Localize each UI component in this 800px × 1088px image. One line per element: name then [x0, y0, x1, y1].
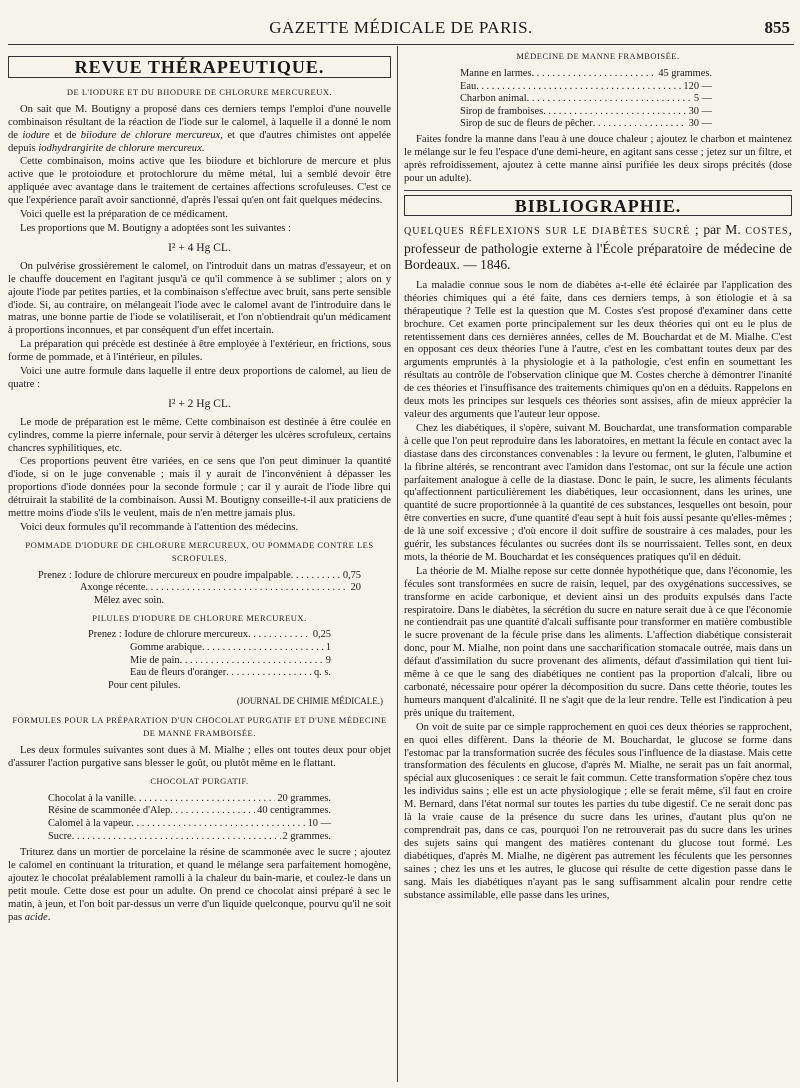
- book-review-heading: QUELQUES RÉFLEXIONS SUR LE DIABÈTES SUCRÉ ; par M. COSTES, professeur de pathologie externe à l'École préparatoire de médecine de Bordeaux. — 1846.: [404, 222, 792, 273]
- paragraph: On sait que M. Boutigny a proposé dans ces derniers temps l'emploi d'une nouvelle combinaison résultant de la réaction de l'iode sur le calomel, à laquelle il a donné le nom de iodure et de biiodure de chlorure mercureux, et que d'autres chimistes ont appelée depuis iodhydrargirite de chlorure mercureux.: [8, 103, 391, 154]
- paragraph: On pulvérise grossièrement le calomel, on l'introduit dans un matras d'essayeur, et on le chauffe doucement en l'agitant jusqu'à ce qu'il commence à se sublimer ; alors on y ajoute l'iode par petites parties, et la combinaison s'effectue avec bruit, sans perte sensible d'iode. Si, au contraire, on mélangeait l'iode avec le calomel avant de l'introduire dans le matras, une bonne partie de l'iode se volatiliserait, et l'on n'obtiendrait qu'un médicament à proportions inconnues, et par conséquent d'un effet incertain.: [8, 260, 391, 337]
- recipe-manne: Manne en larmes . . . 45 grammes. Eau . . . 120 — Charbon animal . . . 5 — Sirop de framboises . . . 30 — Sirop de suc de fleurs de pêcher . . . 30 —: [404, 68, 792, 131]
- paragraph: La préparation qui précède est destinée à être employée à l'extérieur, en frictions, sous forme de pommade, et à l'intérieur, en pilules.: [8, 339, 391, 364]
- paragraph: Faites fondre la manne dans l'eau à une douce chaleur ; ajoutez le charbon et maintenez le mélange sur le feu l'espace d'une demi-heure, en agitant sans cesse ; jetez sur un filtre, et après refroidissement, ajoutez à cette manne ainsi purifiée les deux sirops précités (dose pour un adulte).: [404, 133, 792, 184]
- recipe-title-pommade: POMMADE D'IODURE DE CHLORURE MERCUREUX, OU POMMADE CONTRE LES SCROFULES.: [25, 539, 374, 563]
- recipe-chocolat: Chocolat à la vanille . . . 20 grammes. Résine de scammonée d'Alep . . . 40 centigrammes. Calomel à la vapeur . . . 10 — Sucre . . . 2 grammes.: [8, 793, 391, 843]
- recipe-title-pilules: PILULES D'IODURE DE CHLORURE MERCUREUX.: [92, 612, 307, 623]
- right-column: [404, 50, 792, 903]
- paragraph: Les proportions que M. Boutigny a adoptées sont les suivantes :: [20, 222, 291, 234]
- section-title-bibliographie: BIBLIOGRAPHIE.: [404, 195, 792, 217]
- source-citation: (JOURNAL DE CHIMIE MÉDICALE.): [236, 696, 383, 707]
- paragraph: Chez les diabétiques, il s'opère, suivant M. Bouchardat, une transformation comparable à celle que l'on peut reproduire dans les laboratoires, en mettant la fécule en contact avec la diastase dans des circonstances convenables : la levure ou ferment, le gluten, l'albumine et la fibrine altérés, se rencontrant avec l'amidon dans l'estomac, ont sur la fécule une action parfaitement analogue à celle de la diastase. Donc le pain, le sucre, les aliments féculants qu'affectionnent particulièrement les diabétiques, leur occasionnent, dans les urines, une quantité de sucre proportionnée à la quantité de ces substances, lesquelles ont besoin, pour être converties en sucre, d'une quantité d'eau sept à huit fois aussi pesante qu'elles-mêmes ; de là une soif excessive ; d'où encore il doit suffire de soustraire à ces malades, pour les guérir, les substances féculantes ou sucrées dont ils se nourrissaient. Telles sont, en deux mots, la théorie de M. Bouchardat et les conséquences pratiques qu'il en déduit.: [404, 422, 792, 563]
- page-number: 855: [764, 18, 790, 37]
- paragraph: Voici quelle est la préparation de ce médicament.: [20, 209, 229, 221]
- recipe-title-chocolat: CHOCOLAT PURGATIF.: [150, 775, 249, 786]
- paragraph: Ces proportions peuvent être variées, en ce sens que l'on peut diminuer la quantité d'iode, si on le juge convenable ; mais il y aurait de l'inconvénient à dépasser les proportions d'iode données pour la seconde formule ; car il y aurait de l'iode libre qui détruirait la stabilité de la combinaison. Aussi M. Boutigny conseille-t-il aux praticiens de mettre moins d'iode s'ils le veulent, mais de n'en mettre jamais plus.: [8, 456, 391, 520]
- recipe-title-manne: MÉDECINE DE MANNE FRAMBOISÉE.: [516, 51, 680, 61]
- paragraph: On voit de suite par ce simple rapprochement en quoi ces deux théories se rapprochent, en quoi elles diffèrent. Dans la théorie de M. Bouchardat, le glucose se forme dans l'estomac par la transformation sucrée des fécules sous l'influence de la diastase. Mais cette transformation des féculents en glucose, d'après M. Mialhe, ne serait pas un fait anormal, spécial aux glucoseniques : ce serait le fait commun. Cette transformation s'opère chez tous les individus sains ; elle est un acte physiologique ; elle se ferait même, s'il faut en croire M. Bernard, dans l'état normal sur toutes les parties du tube digestif. Ce ne serait donc pas là la vraie cause de la présence du sucre dans les urines, d'autant plus qu'on ne comprendrait pas, dans ce cas, pourquoi l'on ne retrouverait pas du sucre dans les urines des sujets sains qui mangent des matières contenant du glucose tout formé. Les diabétiques, d'après M. Mialhe, ne digèrent pas autrement les féculents que les personnes saines ; chez les uns et les autres, le glucose qui résulte de cette digestion passe dans le sang. Mais les diabétiques n'ayant pas le sang suffisamment alcalin pour rendre cette substance assimilable, elle passe dans les urines,: [404, 721, 792, 901]
- header-rule: [8, 44, 794, 45]
- paragraph: Triturez dans un mortier de porcelaine la résine de scammonée avec le sucre ; ajoutez le calomel en continuant la trituration, et quand le mélange sera parfaitement homogène, ajoutez le chocolat préalablement ramolli à la chaleur du bain-marie, et coulez-le dans un petit moule. Cette dose est pour un adulte. On prend ce chocolat ainsi préparé à sec le matin, à jeun, et l'on boit par-dessus un verre d'un liquide quelconque, pourvu qu'il ne soit pas acide.: [8, 847, 391, 923]
- recipe-title-formules: FORMULES POUR LA PRÉPARATION D'UN CHOCOLAT PURGATIF ET D'UNE MÉDECINE DE MANNE FRAMBOISÉE.: [12, 715, 387, 739]
- column-divider: [397, 46, 398, 1082]
- paragraph: Cette combinaison, moins active que les biiodure et bichlorure de mercure et plus active que le protoiodure et protochlorure du même métal, lui a semblé devoir être appliquée avec avantage dans le traitement de certaines affections scrofuleuses. C'est ce que l'expérience paraît avoir sanctionné, d'après l'essai qu'en ont fait quelques médecins.: [8, 156, 391, 207]
- section-title-revue: REVUE THÉRAPEUTIQUE.: [8, 56, 391, 78]
- chemical-formula: I² + 2 Hg CL.: [168, 397, 231, 410]
- article-subtitle: DE L'IODURE ET DU BIIODURE DE CHLORURE MERCUREUX.: [66, 86, 333, 97]
- paragraph: Voici une autre formule dans laquelle il entre deux proportions de calomel, au lieu de quatre :: [8, 366, 391, 390]
- paragraph: Voici deux formules qu'il recommande à l'attention des médecins.: [20, 522, 299, 533]
- chemical-formula: I² + 4 Hg CL.: [168, 241, 231, 254]
- paragraph: La théorie de M. Mialhe repose sur cette donnée hypothétique que, dans l'économie, les fécules sont transformées en sucre de raisin, lequel, par des oxygénations successives, se transforme en acide carbonique, et devient ainsi un des produits expulsés dans l'acte respiratoire. Dans le diabètes, la sécrétion du sucre en nature serait due à ce que l'économie ne contiendrait pas une quantité d'alcali suffisante pour transformer en matière combustible le sucre provenant de la fécule prise dans les aliments. L'affection diabétique consisterait donc, pour M. Mialhe, non point dans une saccharification stomacale outrée, mais dans un défaut d'assimilation du sucre provenant des aliments, défaut d'assimilation qui tient lui-même à ce que le sang des diabétiques ne contient pas la proportion d'alcali, libre ou carbonaté, nécessaire pour opérer la décomposition du sucre. Dans cette théorie, toutes les humeurs manquent d'alcalinité. Il ne s'agit que de la leur rendre. Telle est l'indication à peu près unique du traitement.: [404, 565, 792, 719]
- paragraph: La maladie connue sous le nom de diabètes a-t-elle été éclairée par l'application des théories chimiques qui a été faite, dans ces derniers temps, à son étiologie et à sa thérapeutique ? Telle est la question que M. Costes s'est proposé d'examiner dans cette brochure. Cet examen porte principalement sur les deux théories qui ont eu le plus de retentissement dans ces dernières années, celles de M. Bouchardat et de M. Mialhe. C'est en opposant ces deux théories l'une à l'autre, c'est en les combattant toutes deux par des arguments empruntés à la physiologie et à la pathologie, c'est enfin en soumettant les résultats au contrôle de l'observation clinique que M. Costes cherche à démontrer l'inanité de ces théories et l'insuffisance des traitements chimiques qu'on en a déduits. Rappelons en deux mots les principes sur lesquels ces théories sont assises, afin de mieux apprécier la valeur des arguments que l'auteur leur oppose.: [404, 279, 792, 420]
- left-column: [8, 50, 391, 926]
- section-rule: [404, 190, 792, 191]
- recipe-pilules: Prenez : Iodure de chlorure mercureux . . . 0,25 Gomme arabique . . . 1 Mie de pain . . . 9 Eau de fleurs d'oranger . . . q. s. Pour cent pilules.: [8, 629, 391, 692]
- masthead: [8, 18, 794, 40]
- paragraph: Le mode de préparation est le même. Cette combinaison est destinée à être coulée en cylindres, comme la pierre infernale, pour servir à déterger les ulcères scrofuleux, certains chancres syphilitiques, etc.: [8, 416, 391, 454]
- paragraph: Les deux formules suivantes sont dues à M. Mialhe ; elles ont toutes deux pour objet d'assurer l'action purgative sans blesser le goût, ou plutôt même en le flattant.: [8, 745, 391, 769]
- journal-title: GAZETTE MÉDICALE DE PARIS.: [269, 18, 533, 37]
- recipe-pommade: Prenez : Iodure de chlorure mercureux en poudre impalpable . . . 0,75 Axonge récente . . . 20 Mêlez avec soin.: [8, 570, 391, 608]
